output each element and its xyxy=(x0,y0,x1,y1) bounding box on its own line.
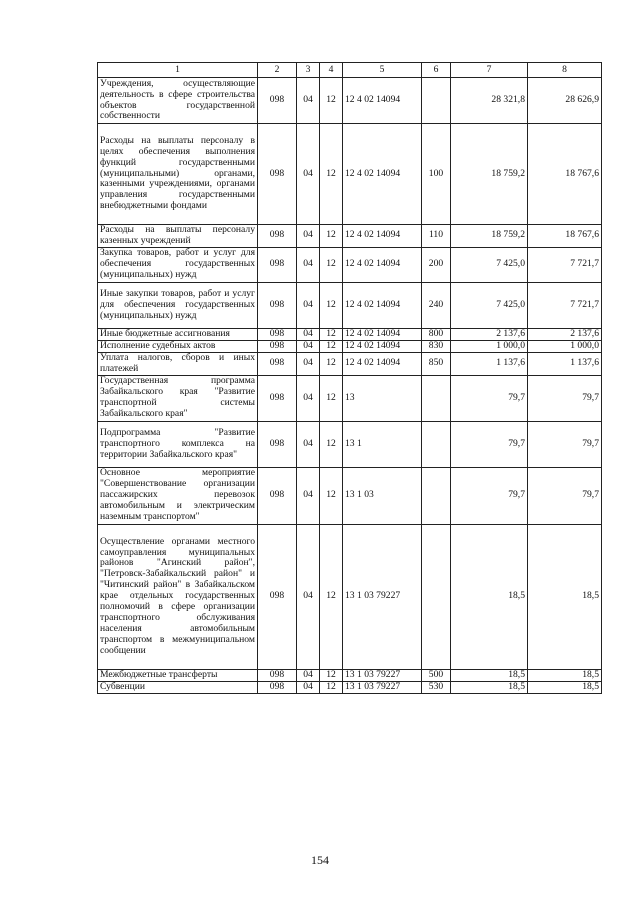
row-name: Субвенции xyxy=(98,681,258,693)
table-row xyxy=(98,282,602,328)
row-pr: 12 xyxy=(320,681,343,693)
row-rz: 04 xyxy=(297,375,320,421)
row-ved: 098 xyxy=(258,247,297,282)
row-csr: 12 4 02 14094 xyxy=(343,225,422,248)
table-row xyxy=(98,681,602,693)
row-csr: 12 4 02 14094 xyxy=(343,352,422,375)
row-amount-1: 18,5 xyxy=(451,669,528,681)
row-ved: 098 xyxy=(258,421,297,467)
row-name: Иные бюджетные ассигнования xyxy=(98,328,258,340)
row-ved: 098 xyxy=(258,524,297,669)
row-amount-1: 18 759,2 xyxy=(451,225,528,248)
row-csr: 13 xyxy=(343,375,422,421)
row-csr: 12 4 02 14094 xyxy=(343,282,422,328)
row-amount-2: 79,7 xyxy=(528,467,602,524)
row-amount-1: 1 137,6 xyxy=(451,352,528,375)
row-vr: 100 xyxy=(422,124,451,225)
table-row xyxy=(98,340,602,352)
row-name: Основное мероприятие "Совершенствование организации пассажирских перевозок автомобильным и электрическим наземным транспортом" xyxy=(98,467,258,524)
row-amount-1: 18,5 xyxy=(451,681,528,693)
row-vr: 240 xyxy=(422,282,451,328)
row-amount-2: 79,7 xyxy=(528,421,602,467)
row-name: Подпрограмма "Развитие транспортного комплекса на территории Забайкальского края" xyxy=(98,421,258,467)
row-csr: 12 4 02 14094 xyxy=(343,340,422,352)
row-vr xyxy=(422,78,451,124)
row-name: Осуществление органами местного самоуправления муниципальных районов "Агинский район", "Петровск-Забайкальский район" и "Читинский район" в Забайкальском крае отдельных государственных полномочий в сфере организации транспортного обслуживания населения автомобильным транспортом в межмуниципальном сообщении xyxy=(98,524,258,669)
table-row xyxy=(98,421,602,467)
column-header: 7 xyxy=(451,63,528,78)
row-rz: 04 xyxy=(297,352,320,375)
row-amount-1: 7 425,0 xyxy=(451,282,528,328)
row-pr: 12 xyxy=(320,352,343,375)
row-amount-2: 18,5 xyxy=(528,681,602,693)
row-amount-1: 2 137,6 xyxy=(451,328,528,340)
row-rz: 04 xyxy=(297,524,320,669)
row-name: Исполнение судебных актов xyxy=(98,340,258,352)
row-amount-2: 7 721,7 xyxy=(528,282,602,328)
row-csr: 13 1 03 79227 xyxy=(343,681,422,693)
row-ved: 098 xyxy=(258,467,297,524)
row-rz: 04 xyxy=(297,247,320,282)
row-vr: 530 xyxy=(422,681,451,693)
column-header: 6 xyxy=(422,63,451,78)
row-pr: 12 xyxy=(320,124,343,225)
row-rz: 04 xyxy=(297,124,320,225)
row-amount-1: 7 425,0 xyxy=(451,247,528,282)
row-amount-2: 1 137,6 xyxy=(528,352,602,375)
row-vr: 850 xyxy=(422,352,451,375)
row-csr: 13 1 03 xyxy=(343,467,422,524)
row-csr: 12 4 02 14094 xyxy=(343,328,422,340)
row-name: Расходы на выплаты персоналу казенных учреждений xyxy=(98,225,258,248)
row-vr: 830 xyxy=(422,340,451,352)
table-row xyxy=(98,352,602,375)
row-amount-2: 2 137,6 xyxy=(528,328,602,340)
table-row xyxy=(98,225,602,248)
row-pr: 12 xyxy=(320,421,343,467)
row-vr xyxy=(422,421,451,467)
row-ved: 098 xyxy=(258,328,297,340)
column-header: 8 xyxy=(528,63,602,78)
row-csr: 13 1 03 79227 xyxy=(343,669,422,681)
row-ved: 098 xyxy=(258,681,297,693)
row-pr: 12 xyxy=(320,669,343,681)
row-csr: 12 4 02 14094 xyxy=(343,124,422,225)
row-pr: 12 xyxy=(320,225,343,248)
row-vr xyxy=(422,524,451,669)
row-amount-2: 18,5 xyxy=(528,669,602,681)
row-ved: 098 xyxy=(258,352,297,375)
header-row xyxy=(98,63,602,78)
row-name: Расходы на выплаты персоналу в целях обеспечения выполнения функций государственными (муниципальными) органами, казенными учреждениями, органами управления государственными внебюджетными фондами xyxy=(98,124,258,225)
row-amount-1: 79,7 xyxy=(451,375,528,421)
row-amount-2: 7 721,7 xyxy=(528,247,602,282)
column-header: 2 xyxy=(258,63,297,78)
row-amount-2: 18 767,6 xyxy=(528,225,602,248)
row-name: Учреждения, осуществляющие деятельность в сфере строительства объектов государственной собственности xyxy=(98,78,258,124)
row-csr: 12 4 02 14094 xyxy=(343,247,422,282)
row-ved: 098 xyxy=(258,340,297,352)
row-name: Закупка товаров, работ и услуг для обеспечения государственных (муниципальных) нужд xyxy=(98,247,258,282)
row-rz: 04 xyxy=(297,669,320,681)
table-row xyxy=(98,124,602,225)
row-vr: 800 xyxy=(422,328,451,340)
row-rz: 04 xyxy=(297,467,320,524)
row-csr: 13 1 xyxy=(343,421,422,467)
row-amount-1: 1 000,0 xyxy=(451,340,528,352)
table-row xyxy=(98,669,602,681)
column-header: 3 xyxy=(297,63,320,78)
row-rz: 04 xyxy=(297,282,320,328)
table-row xyxy=(98,524,602,669)
row-amount-2: 79,7 xyxy=(528,375,602,421)
row-amount-2: 18 767,6 xyxy=(528,124,602,225)
row-amount-1: 18 759,2 xyxy=(451,124,528,225)
table-row xyxy=(98,467,602,524)
row-amount-2: 18,5 xyxy=(528,524,602,669)
row-pr: 12 xyxy=(320,375,343,421)
row-rz: 04 xyxy=(297,340,320,352)
row-csr: 13 1 03 79227 xyxy=(343,524,422,669)
row-pr: 12 xyxy=(320,78,343,124)
row-amount-1: 79,7 xyxy=(451,421,528,467)
row-rz: 04 xyxy=(297,78,320,124)
row-pr: 12 xyxy=(320,247,343,282)
row-ved: 098 xyxy=(258,375,297,421)
table-row xyxy=(98,328,602,340)
row-ved: 098 xyxy=(258,225,297,248)
table-body xyxy=(98,78,602,694)
row-vr: 200 xyxy=(422,247,451,282)
page-number: 154 xyxy=(311,853,329,867)
row-rz: 04 xyxy=(297,328,320,340)
row-pr: 12 xyxy=(320,467,343,524)
row-rz: 04 xyxy=(297,225,320,248)
row-vr xyxy=(422,375,451,421)
row-vr: 110 xyxy=(422,225,451,248)
row-ved: 098 xyxy=(258,124,297,225)
table-row xyxy=(98,247,602,282)
row-amount-1: 18,5 xyxy=(451,524,528,669)
row-name: Межбюджетные трансферты xyxy=(98,669,258,681)
row-vr xyxy=(422,467,451,524)
row-ved: 098 xyxy=(258,282,297,328)
row-amount-2: 28 626,9 xyxy=(528,78,602,124)
row-amount-1: 79,7 xyxy=(451,467,528,524)
budget-table xyxy=(97,62,602,694)
row-pr: 12 xyxy=(320,282,343,328)
row-ved: 098 xyxy=(258,78,297,124)
row-amount-2: 1 000,0 xyxy=(528,340,602,352)
row-csr: 12 4 02 14094 xyxy=(343,78,422,124)
column-header: 1 xyxy=(98,63,258,78)
row-pr: 12 xyxy=(320,524,343,669)
row-rz: 04 xyxy=(297,681,320,693)
row-rz: 04 xyxy=(297,421,320,467)
row-pr: 12 xyxy=(320,340,343,352)
row-amount-1: 28 321,8 xyxy=(451,78,528,124)
row-ved: 098 xyxy=(258,669,297,681)
row-name: Уплата налогов, сборов и иных платежей xyxy=(98,352,258,375)
table-row xyxy=(98,375,602,421)
row-vr: 500 xyxy=(422,669,451,681)
row-name: Государственная программа Забайкальского края "Развитие транспортной системы Забайкальского края" xyxy=(98,375,258,421)
column-header: 5 xyxy=(343,63,422,78)
column-header: 4 xyxy=(320,63,343,78)
table-row xyxy=(98,78,602,124)
row-pr: 12 xyxy=(320,328,343,340)
row-name: Иные закупки товаров, работ и услуг для обеспечения государственных (муниципальных) нужд xyxy=(98,282,258,328)
